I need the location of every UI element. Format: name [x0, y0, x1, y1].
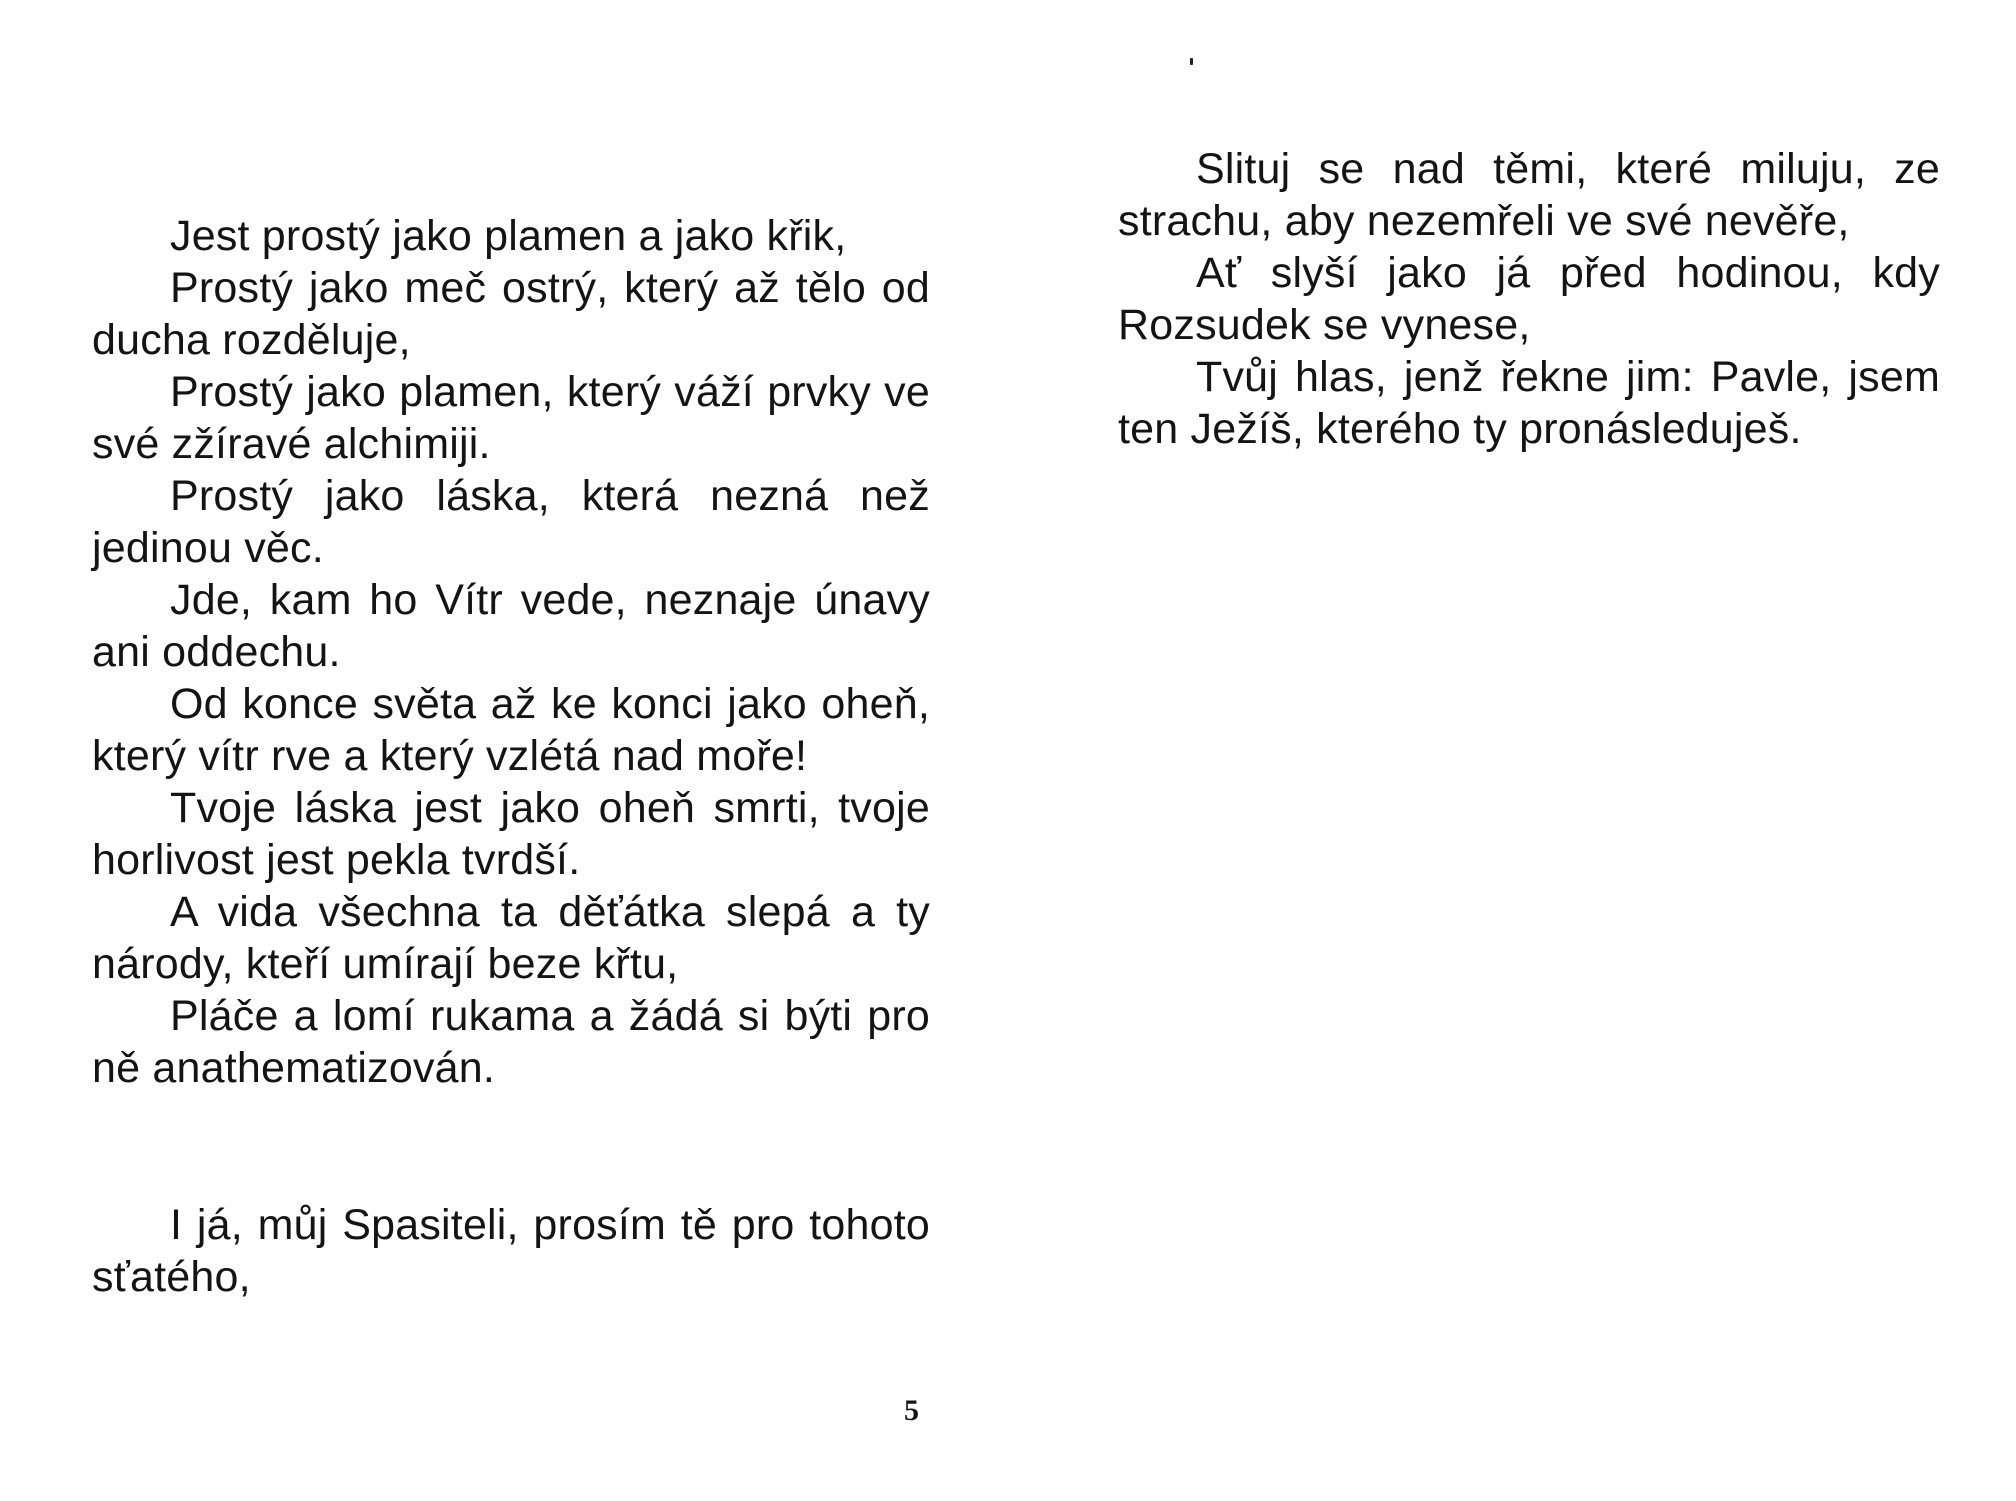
- stanza-break: [92, 1094, 930, 1199]
- paragraph: Prostý jako plamen, který váží prvky ve své zžíravé alchimiji.: [92, 368, 930, 468]
- paragraph: A vida všechna ta děťátka slepá a ty národy, kteří umírají beze křtu,: [92, 888, 930, 988]
- paragraph: Pláče a lomí rukama a žádá si býti pro ně anathematizován.: [92, 992, 930, 1092]
- print-speck: [1190, 58, 1193, 65]
- paragraph: Jde, kam ho Vítr vede, neznaje únavy ani oddechu.: [92, 576, 930, 676]
- right-text-column: [1118, 143, 1940, 455]
- paragraph: Tvůj hlas, jenž řekne jim: Pavle, jsem ten Ježíš, kterého ty pronásleduješ.: [1118, 353, 1940, 453]
- paragraph: Od konce světa až ke konci jako oheň, který vítr rve a který vzlétá nad moře!: [92, 680, 930, 780]
- paragraph: Tvoje láska jest jako oheň smrti, tvoje horlivost jest pekla tvrdší.: [92, 784, 930, 884]
- paragraph: I já, můj Spasiteli, prosím tě pro tohoto sťatého,: [92, 1201, 930, 1301]
- paragraph: Prostý jako láska, která nezná než jedinou věc.: [92, 472, 930, 572]
- page-number: 5: [904, 1394, 919, 1427]
- paragraph: Prostý jako meč ostrý, který až tělo od ducha rozděluje,: [92, 264, 930, 364]
- left-text-column: [92, 210, 930, 1303]
- paragraph: Slituj se nad těmi, které miluju, ze strachu, aby nezemřeli ve své nevěře,: [1118, 145, 1940, 245]
- paragraph: Ať slyší jako já před hodinou, kdy Rozsudek se vynese,: [1118, 249, 1940, 349]
- paragraph: Jest prostý jako plamen a jako křik,: [170, 212, 847, 260]
